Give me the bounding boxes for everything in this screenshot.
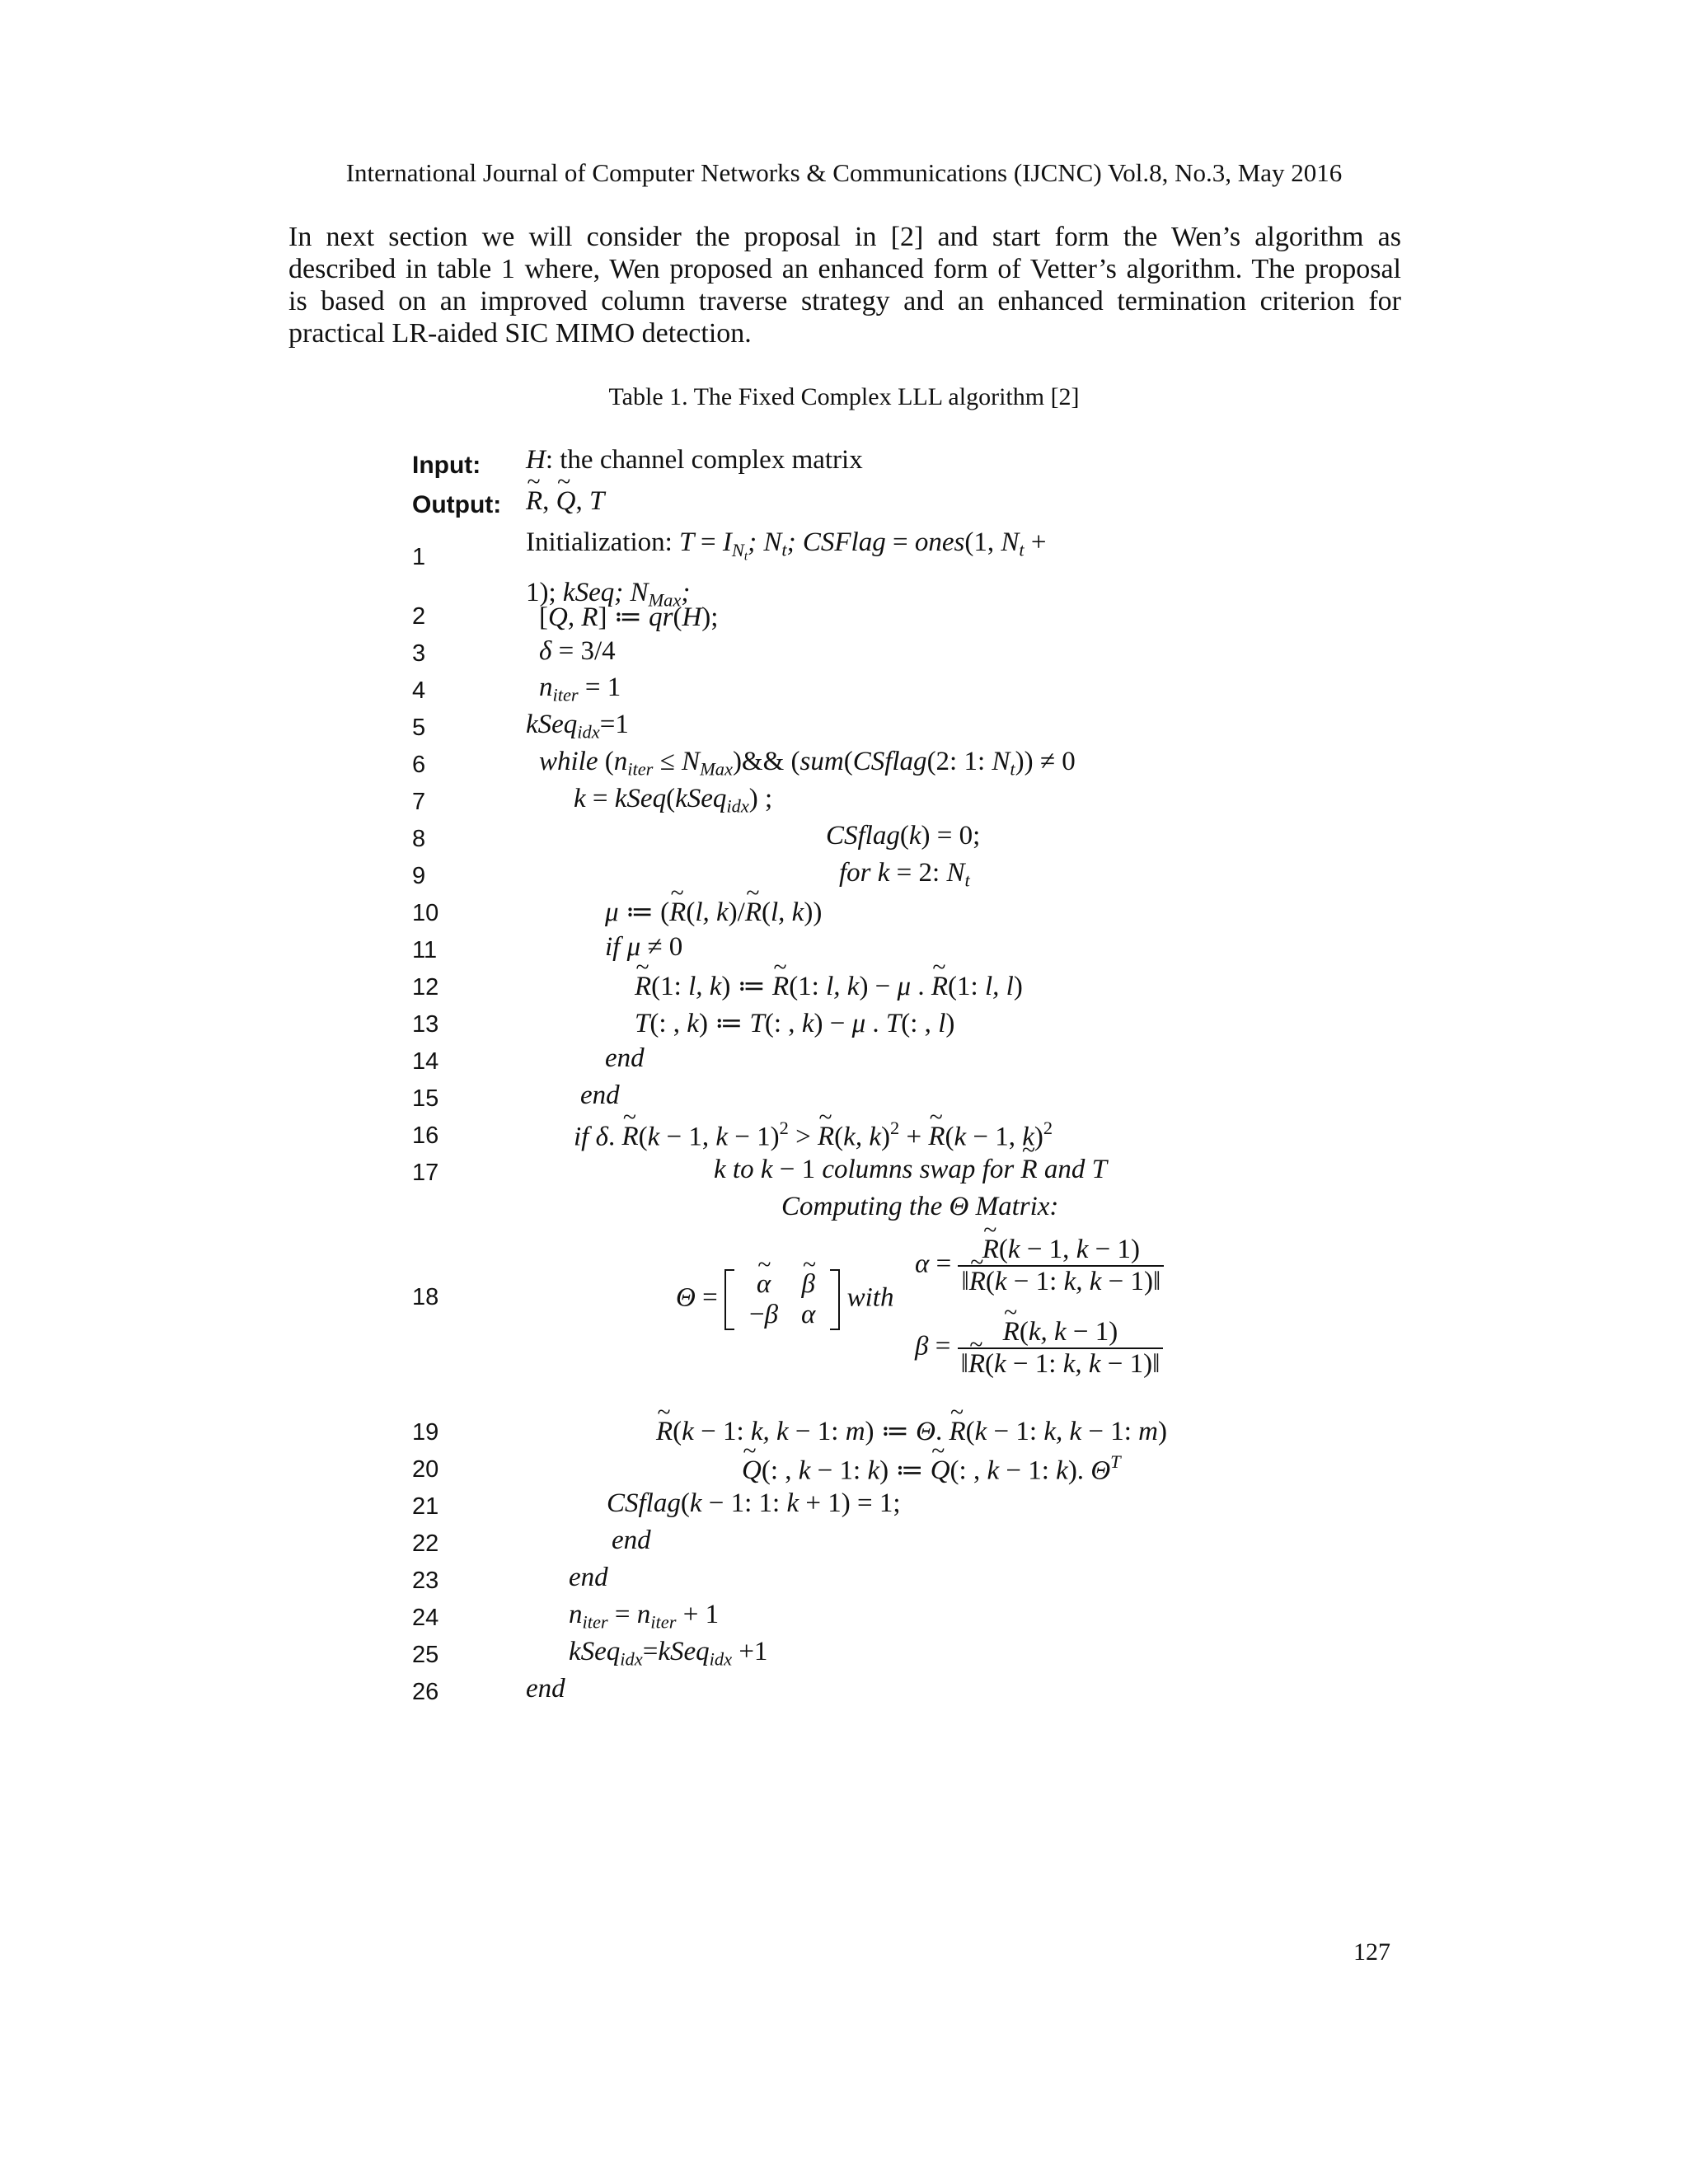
code-line-23: end — [569, 1563, 608, 1592]
line-number: 11 — [412, 937, 438, 963]
code-line-14: end — [605, 1043, 645, 1073]
line-number: 15 — [412, 1085, 439, 1112]
code-line-22: end — [612, 1526, 651, 1555]
line-number: 3 — [412, 640, 426, 667]
line-number: 4 — [412, 677, 426, 704]
line-number: 12 — [412, 974, 439, 1001]
code-line-21: CSflag(k − 1: 1: k + 1) = 1; — [607, 1488, 901, 1518]
intro-line: practical LR-aided SIC MIMO detection. — [288, 318, 752, 349]
alpha-definition: α = ~ $\frac{R(k - 1, k - 1)}{‖\sim R(k - 1: k, k - 1)‖}$ — [915, 1235, 1164, 1297]
line-number: 14 — [412, 1048, 439, 1075]
line-number: 13 — [412, 1011, 439, 1038]
code-line-26: end — [526, 1674, 565, 1704]
line-number: 8 — [412, 826, 426, 852]
line-number: 20 — [412, 1456, 439, 1483]
page-number: 127 — [1353, 1938, 1390, 1966]
code-line-2: [Q, R] ≔ qr(H); — [539, 602, 719, 632]
code-line-10: μ ≔ (~ R(l, k)/~ R(l, k)) — [605, 895, 822, 928]
code-line-13: T(: , k) ≔ T(: , k) − μ . T(: , l) — [635, 1009, 955, 1038]
code-line-16: if δ. ~ R(k − 1, k − 1)$^2$ > ~ R(k, k)$^2$ + ~ R(k − 1, k)$^2$ — [574, 1118, 1053, 1152]
input-var: H — [526, 445, 546, 475]
code-line-25: kSeq$_{idx}$=kSeq$_{idx}$ +1 — [569, 1637, 768, 1670]
intro-line: described in table 1 where, Wen proposed an enhanced form of Vetter’s algorithm. The proposal — [288, 254, 1401, 284]
beta-definition: β = ~ $\frac{R(k, k - 1)}{‖\sim R(k - 1: k, k - 1)‖}$ — [915, 1317, 1163, 1380]
line-number: 2 — [412, 603, 426, 630]
table-caption: Table 1. The Fixed Complex LLL algorithm [2] — [608, 383, 1080, 410]
input-description — [526, 445, 863, 476]
code-line-1: Initialization: $T = I_{N_t}$; $N_t$; CSFlag = ones(1, $N_t$ + 1); kSeq; $N_{Max}$; — [526, 527, 1047, 611]
output-vars: ~ R, ~ Q, T — [526, 486, 604, 517]
code-line-24: $n_{iter} = n_{iter} + 1$ — [569, 1600, 720, 1633]
output-label: Output: — [412, 491, 502, 518]
line-number: 17 — [412, 1160, 439, 1186]
line-number: 7 — [412, 789, 426, 815]
code-line-20: ~ Q(: , k − 1: k) ≔ ~ Q(: , k − 1: k). $\Theta^T$ — [742, 1451, 1121, 1486]
code-line-11: if μ ≠ 0 — [605, 932, 683, 962]
code-line-19: ~ R(k − 1: k, k − 1: m) ≔ Θ. ~ R(k − 1: k, k − 1: m) — [656, 1414, 1167, 1447]
line-number: 16 — [412, 1122, 439, 1149]
input-text: : the channel complex matrix — [545, 445, 863, 475]
intro-line: is based on an improved column traverse strategy and an enhanced termination criterion for — [288, 286, 1401, 316]
code-line-3: δ = 3/4 — [539, 636, 616, 666]
code-line-12: ~ R(1: l, k) ≔ ~ R(1: l, k) − μ . ~ R(1: l, l) — [635, 969, 1023, 1002]
line-number: 24 — [412, 1605, 439, 1631]
code-line-7: k = kSeq(kSeq$_{idx}$) ; — [574, 784, 773, 817]
theta-matrix: Θ = ~ α ~ β −β α with — [676, 1269, 893, 1330]
code-line-4: $n_{iter} = 1$ — [539, 673, 621, 705]
line-number: 26 — [412, 1679, 439, 1705]
intro-line: In next section we will consider the proposal in [2] and start form the Wen’s algorithm as — [288, 222, 1401, 252]
journal-header: International Journal of Computer Networks & Communications (IJCNC) Vol.8, No.3, May 2016 — [345, 158, 1343, 187]
code-line-6: while ($n_{iter}$ ≤ $N_{Max})\&\&$ (sum(CSflag(2: 1: $N_t)) \ne 0$ — [539, 747, 1076, 780]
theta-title: Computing the Θ Matrix: — [781, 1192, 1059, 1221]
line-number: 10 — [412, 900, 439, 926]
line-number: 18 — [412, 1284, 439, 1310]
code-line-9: for k = 2: $N_t$ — [839, 858, 970, 891]
line-number: 9 — [412, 863, 426, 889]
line-number: 22 — [412, 1530, 439, 1557]
line-number: 6 — [412, 752, 426, 778]
line-number: 5 — [412, 715, 426, 741]
code-line-15: end — [580, 1080, 620, 1110]
line-number: 25 — [412, 1642, 439, 1668]
code-line-5: kSeq$_{idx}$=1 — [526, 710, 629, 743]
line-number: 1 — [412, 544, 426, 570]
line-number: 23 — [412, 1568, 439, 1594]
line-number: 21 — [412, 1493, 439, 1520]
code-line-17: k to k − 1 columns swap for ~ R and T — [714, 1155, 1107, 1185]
line-number: 19 — [412, 1419, 439, 1446]
code-line-8: CSflag(k) = 0; — [826, 821, 981, 851]
input-label: Input: — [412, 452, 481, 479]
